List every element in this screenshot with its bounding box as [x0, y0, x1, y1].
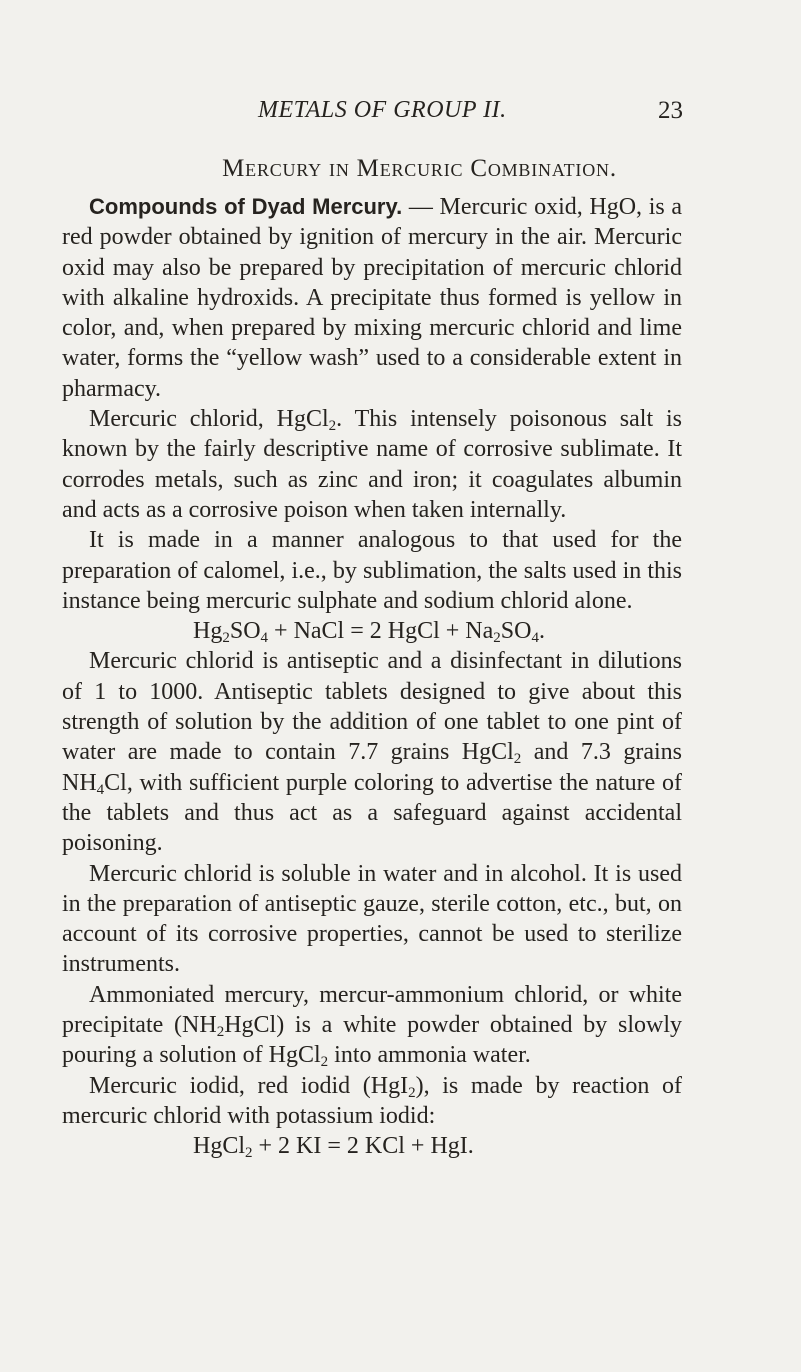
text-run: . [538, 618, 545, 645]
paragraph-lead: Compounds of Dyad Mercury. [89, 194, 403, 219]
text-run: HgCl [193, 1133, 246, 1160]
paragraph-preparation [62, 525, 682, 616]
body-text [62, 192, 682, 1162]
text-run: SO [229, 618, 261, 645]
text-run: into ammonia water. [328, 1042, 531, 1069]
subscript: 2 [245, 1145, 253, 1162]
section-heading: Mercury in Mercuric Combination. [222, 155, 617, 182]
paragraph-mercuric-iodid [62, 1071, 682, 1132]
paragraph-ammoniated-mercury [62, 980, 682, 1071]
text-run: It is made in a manner analogous to that used for the preparation of calomel, i.e., by sublimation, the salts used in this instance being mercuric sulphate and sodium chlorid alone. [62, 527, 682, 614]
paragraph-antiseptic [62, 646, 682, 858]
subscript: 4 [96, 781, 105, 798]
running-head [0, 97, 801, 127]
equation-sulphate [62, 616, 682, 646]
text-run: + 2 KI = 2 KCl + HgI. [252, 1133, 474, 1160]
page-number: 23 [658, 97, 683, 124]
paragraph-text: — Mercuric oxid, HgO, is a red powder obtained by ignition of mercury in the air. Mercuric oxid may also be prepared by precipitation of mercuric chlorid with alkaline hydroxids. A precipitate thus formed is yellow in color, and, when prepared by mixing mercuric chlorid and lime water, forms the “yellow wash” used to a considerable extent in pharmacy. [62, 194, 682, 402]
subscript: 2 [320, 1054, 329, 1071]
subscript: 4 [531, 630, 539, 647]
paragraph-mercuric-chlorid [62, 404, 682, 525]
subscript: 2 [493, 630, 501, 647]
equation-iodid [62, 1131, 682, 1161]
text-run: Mercuric chlorid is antiseptic and a disinfectant in dilutions of 1 to 1000. Antiseptic tablets designed to give about this strength of solution by the addition of one tablet to one pint of water are made to contain 7.7 grains HgCl [62, 648, 682, 766]
text-run: + NaCl = 2 HgCl + Na [268, 618, 494, 645]
text-run: Mercuric chlorid is soluble in water and in alcohol. It is used in the preparation of antiseptic gauze, sterile cotton, etc., but, on account of its corrosive properties, cannot be used to sterilize instruments. [62, 860, 682, 978]
text-run: and 7.3 grains NH [62, 739, 682, 796]
text-run: . This intensely poisonous salt is known by the fairly descriptive name of corrosive sublimate. It corrodes metals, such as zinc and iron; it coagulates albumin and acts as a corrosive poison when taken internally. [62, 406, 682, 523]
running-title: METALS OF GROUP II. [258, 97, 507, 123]
subscript: 4 [260, 630, 269, 647]
subscript: 2 [216, 1024, 225, 1041]
paragraph-solubility [62, 859, 682, 980]
subscript: 2 [513, 751, 522, 768]
text-run: HgCl) is a white powder obtained by slowly pouring a solution of HgCl [62, 1012, 683, 1069]
subscript: 2 [222, 630, 230, 647]
text-run: Mercuric chlorid, HgCl [89, 406, 329, 433]
text-run: Mercuric iodid, red iodid (HgI [89, 1072, 409, 1099]
text-run: Ammoniated mercury, mercur-ammonium chlorid, or white precipitate (NH [62, 981, 682, 1039]
paragraph-dyad-mercury [62, 192, 682, 404]
text-run: Hg [193, 618, 223, 645]
subscript: 2 [328, 418, 337, 435]
text-run: ), is made by reaction of mercuric chlorid with potassium iodid: [62, 1072, 683, 1129]
text-run: Cl, with sufficient purple coloring to advertise the nature of the tablets and thus act as a safeguard against accidental poisoning. [62, 769, 682, 857]
subscript: 2 [408, 1084, 416, 1101]
text-run: SO [500, 618, 532, 645]
